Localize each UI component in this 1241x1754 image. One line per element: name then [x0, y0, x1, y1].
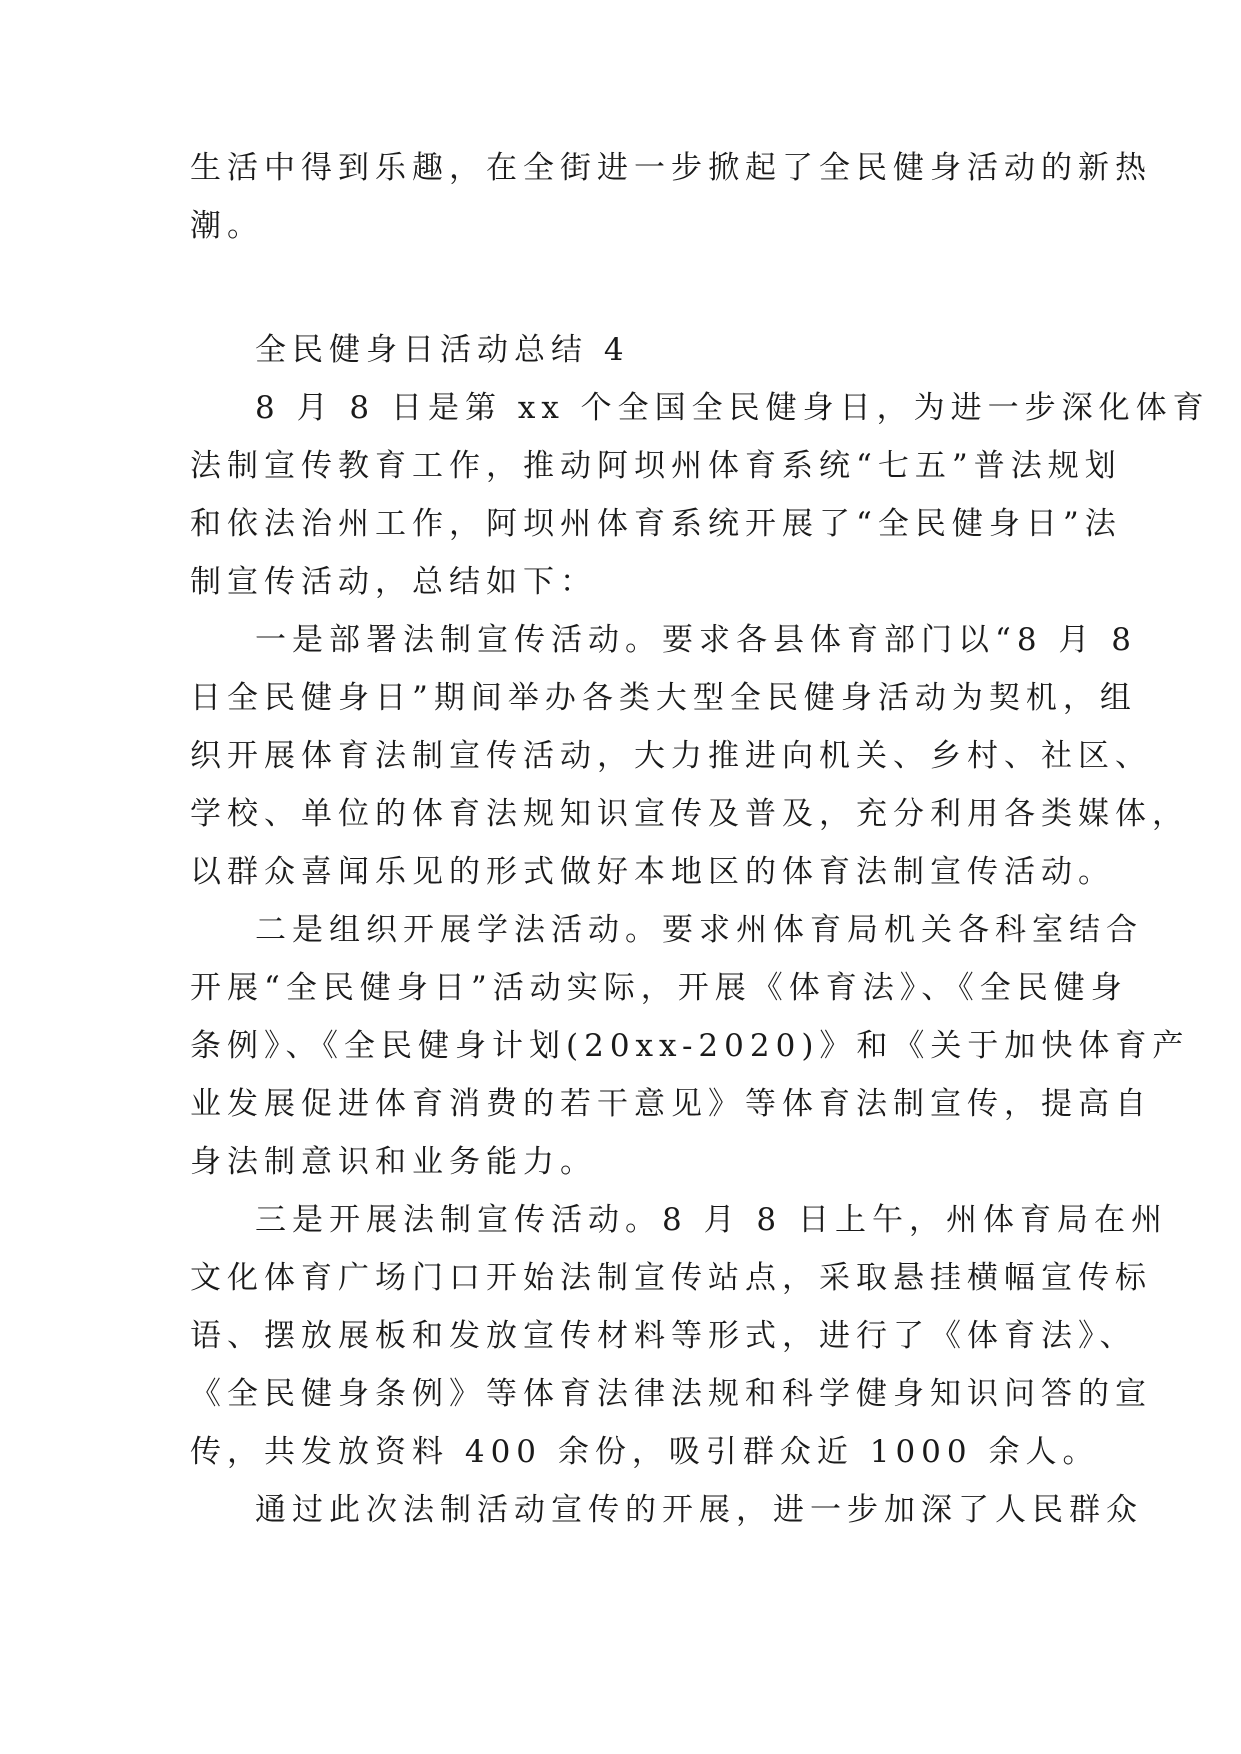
body-line: 通过此次法制活动宣传的开展，进一步加深了人民群众 [255, 1492, 1143, 1528]
body-line: 三是开展法制宣传活动。8 月 8 日上午，州体育局在州 [255, 1202, 1169, 1238]
body-line: 学校、单位的体育法规知识宣传及普及，充分利用各类媒体， [190, 796, 1189, 832]
body-line: 文化体育广场门口开始法制宣传站点，采取悬挂横幅宣传标 [190, 1260, 1152, 1296]
body-line: 8 月 8 日是第 xx 个全国全民健身日，为进一步深化体育 [255, 390, 1210, 426]
body-line: 日全民健身日”期间举办各类大型全民健身活动为契机，组 [190, 680, 1137, 716]
body-line: 一是部署法制宣传活动。要求各县体育部门以“8 月 8 [255, 622, 1138, 658]
body-line: 制宣传活动，总结如下： [190, 564, 597, 600]
body-line: 法制宣传教育工作，推动阿坝州体育系统“七五”普法规划 [190, 448, 1122, 484]
body-line: 生活中得到乐趣，在全街进一步掀起了全民健身活动的新热 [190, 150, 1152, 186]
body-line: 织开展体育法制宣传活动，大力推进向机关、乡村、社区、 [190, 738, 1152, 774]
body-line: 条例》、《全民健身计划(20xx-2020)》和《关于加快体育产 [190, 1028, 1190, 1064]
body-line: 以群众喜闻乐见的形式做好本地区的体育法制宣传活动。 [190, 854, 1115, 890]
body-line: 身法制意识和业务能力。 [190, 1144, 597, 1180]
body-line: 开展“全民健身日”活动实际，开展《体育法》、《全民健身 [190, 970, 1128, 1006]
body-line: 业发展促进体育消费的若干意见》等体育法制宣传，提高自 [190, 1086, 1152, 1122]
body-line: 和依法治州工作，阿坝州体育系统开展了“全民健身日”法 [190, 506, 1122, 542]
body-line: 语、摆放展板和发放宣传材料等形式，进行了《体育法》、 [190, 1318, 1137, 1354]
body-line: 二是组织开展学法活动。要求州体育局机关各科室结合 [255, 912, 1143, 948]
body-line: 传，共发放资料 400 余份，吸引群众近 1000 余人。 [190, 1434, 1100, 1470]
section-heading: 全民健身日活动总结 4 [255, 332, 630, 368]
body-line: 《全民健身条例》等体育法律法规和科学健身知识问答的宣 [190, 1376, 1152, 1412]
body-line: 潮。 [190, 208, 264, 244]
